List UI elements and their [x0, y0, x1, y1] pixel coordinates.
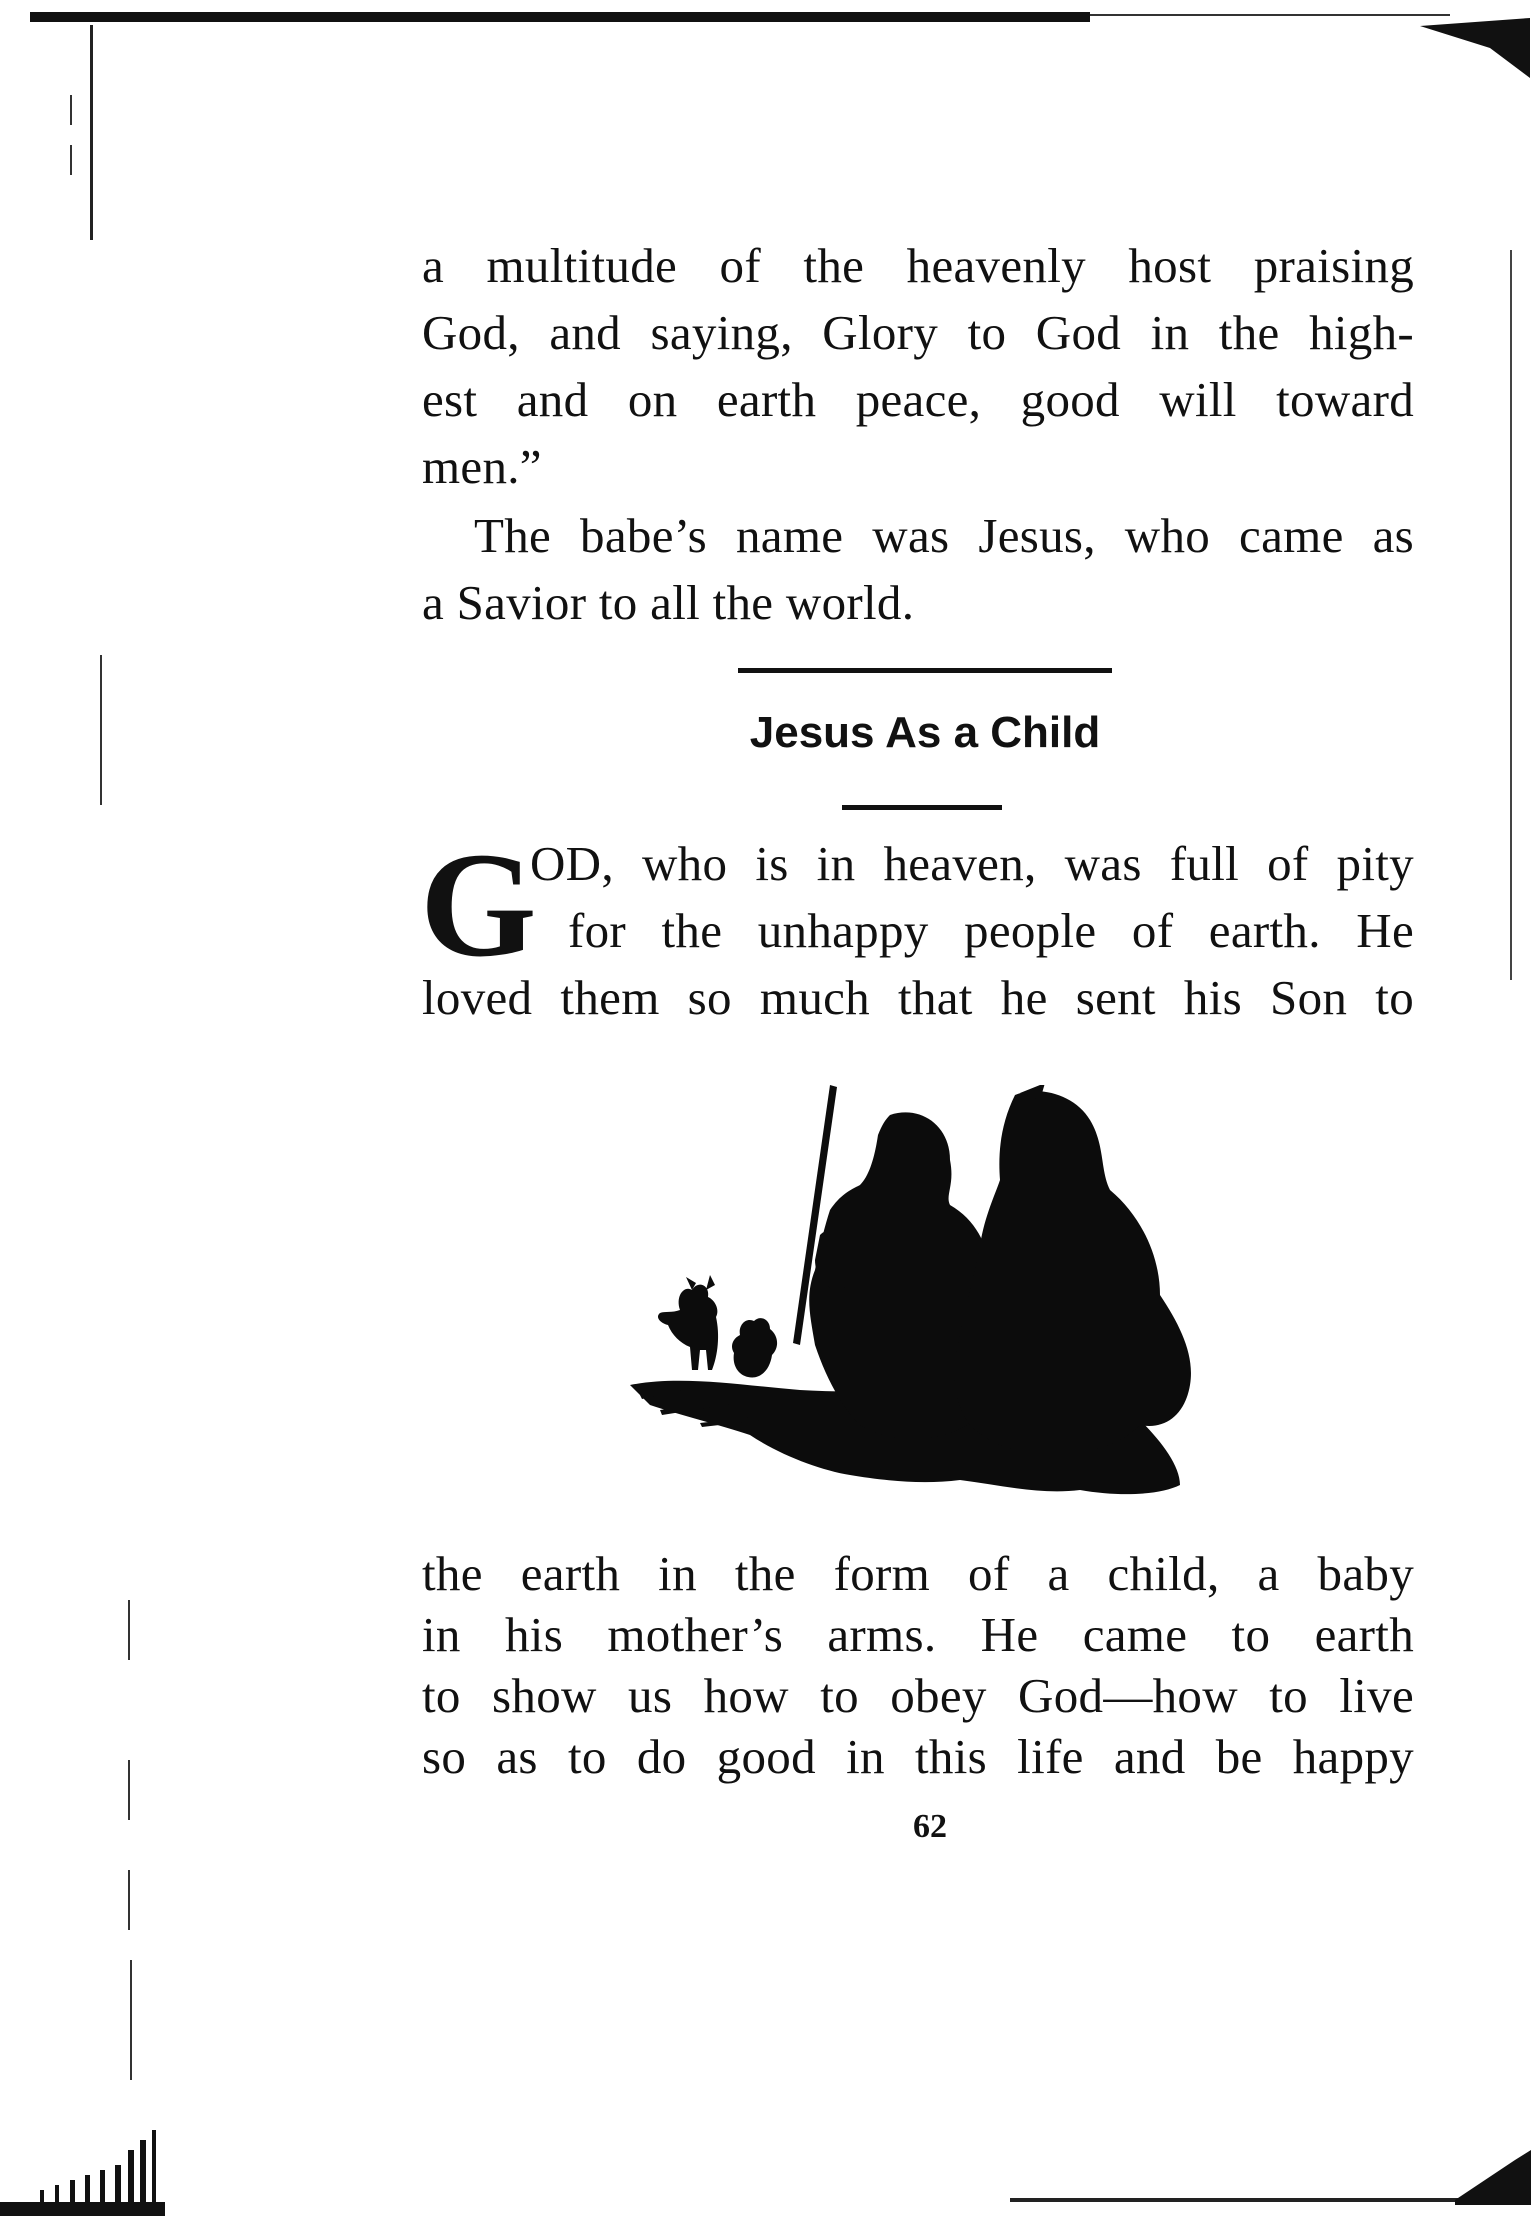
drop-cap: G [420, 822, 537, 988]
text-line: in his mother’s arms. He came to earth [422, 1607, 1414, 1662]
text-line: a multitude of the heavenly host praising [422, 238, 1414, 293]
text-line: a Savior to all the world. [422, 575, 915, 630]
text-line: the earth in the form of a child, a baby [422, 1546, 1414, 1601]
text-line: men.” [422, 439, 542, 494]
paragraph-god-first-line [530, 830, 1414, 897]
text-line: loved them so much that he sent his Son to [422, 970, 1414, 1025]
text-line: to show us how to obey God—how to live [422, 1668, 1414, 1723]
scan-right-edge [1510, 250, 1512, 980]
scan-corner-top-right [1420, 18, 1530, 78]
nativity-silhouette-icon [620, 1085, 1220, 1505]
scan-left-tick [70, 95, 72, 125]
scan-left-tick [100, 655, 102, 805]
text-line: God, and saying, Glory to God in the high- [422, 305, 1414, 360]
text-line: OD, who is in heaven, was full of pity [530, 836, 1414, 891]
text-line: for the unhappy people of earth. He [568, 903, 1414, 958]
scan-bottom-edge [1010, 2198, 1510, 2202]
section-rule-top [738, 668, 1112, 673]
scan-corner-bottom-right [1455, 2150, 1531, 2205]
paragraph-savior [422, 502, 1414, 636]
scan-left-tick [130, 1960, 132, 2080]
paragraph-top [422, 232, 1414, 500]
scan-left-tick [70, 145, 72, 175]
section-title: Jesus As a Child [749, 708, 1101, 757]
page-number: 62 [913, 1808, 947, 1845]
text-line: so as to do good in this life and be happy [422, 1729, 1414, 1784]
paragraph-god-second-line [568, 897, 1414, 964]
scan-left-tick [128, 1600, 130, 1660]
paragraph-bottom [422, 1540, 1414, 1784]
scan-left-tick [128, 1870, 130, 1930]
scan-left-tick [128, 1760, 130, 1820]
text-line: est and on earth peace, good will toward [422, 372, 1414, 427]
paragraph-god-third-line [422, 964, 1414, 1031]
scan-top-edge [30, 12, 1090, 22]
scan-top-edge-thin [1090, 14, 1450, 16]
scan-corner-bottom-left [0, 2130, 165, 2216]
text-line: The babe’s name was Jesus, who came as [474, 508, 1414, 563]
section-rule-bottom [842, 805, 1002, 810]
scan-left-edge [90, 25, 93, 240]
